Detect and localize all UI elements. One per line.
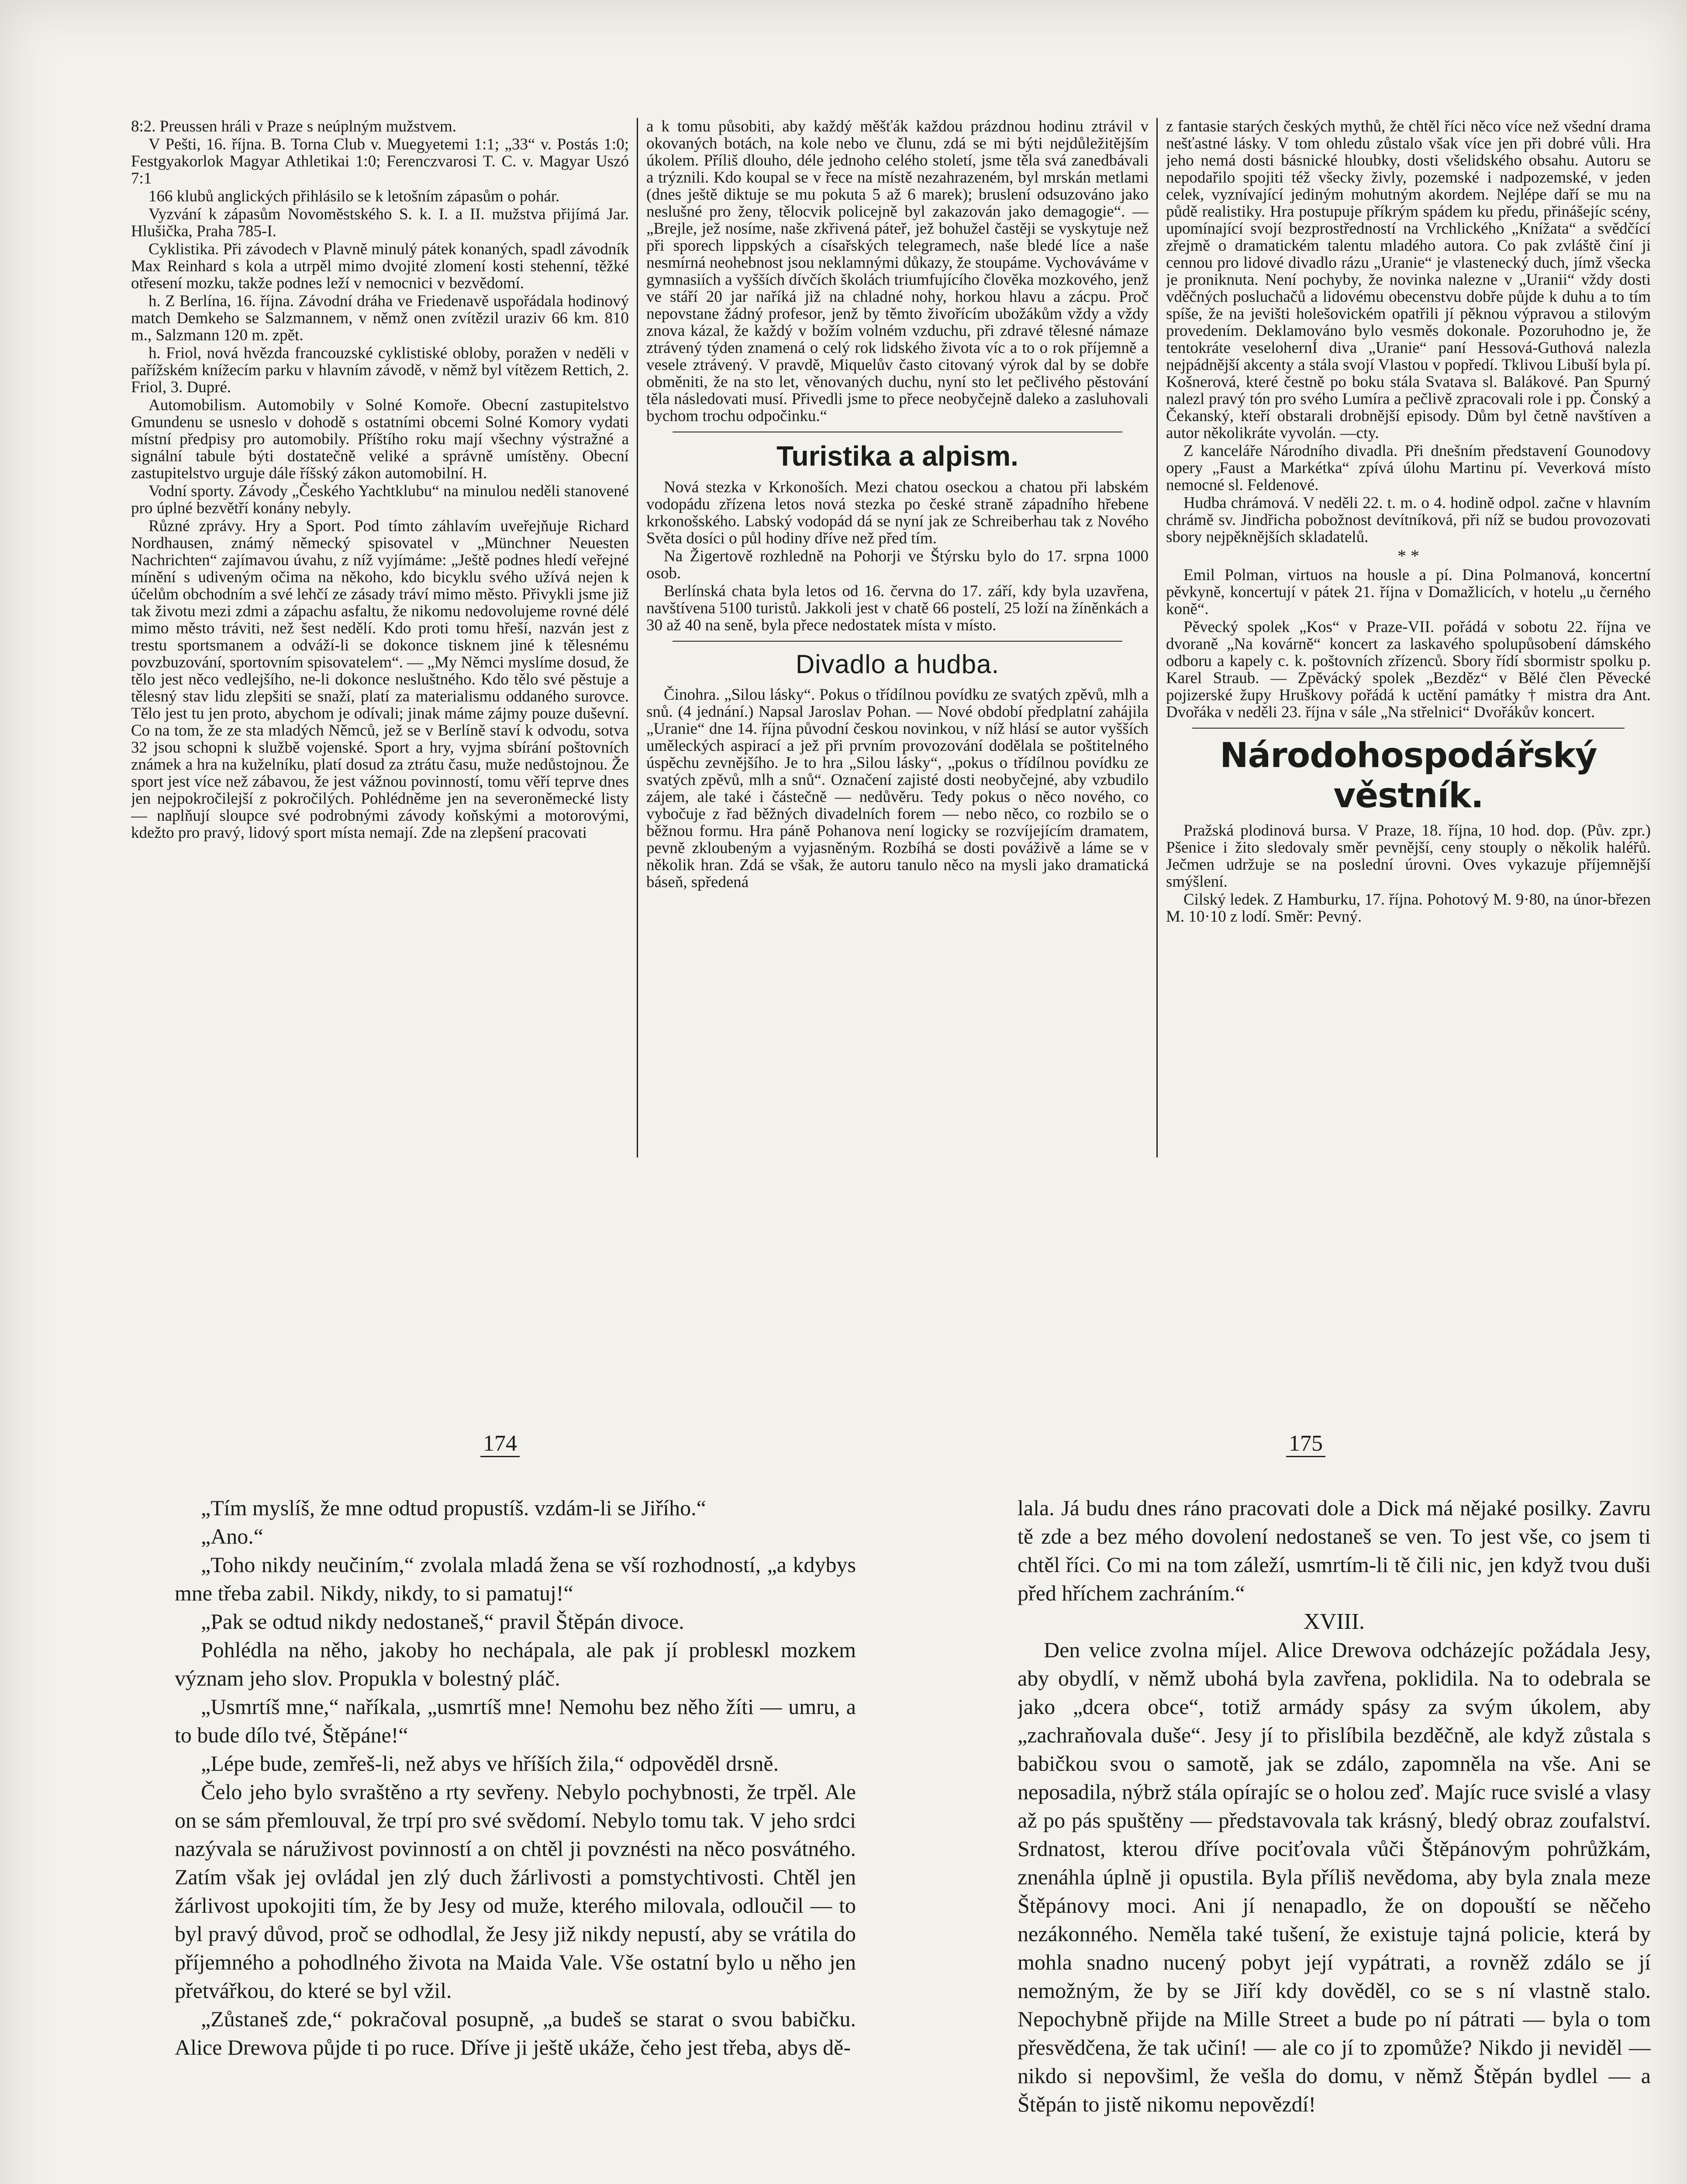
news-paragraph: Cyklistika. Při závodech v Plavně minulý pátek konaných, spadl závodník Max Reinhard s kola a utrpěl mimo dvojité zlomení kosti stehenní, těžké otřesení mozku, takže podnes leží v nemocnici v bezvědomí. <box>131 240 629 292</box>
news-paragraph: a k tomu působiti, aby každý měšťák každou prázdnou hodinu ztrávil v okovaných botách, na kole nebo ve člunu, zdá se mi býti nejdůležitějším úkolem. Příliš dlouho, déle jednoho celého století, jsme těla svá zanedbávali a trýznili. Kdo koupal se v řece na místě nezahrazeném, byl mrskán metlami (dnes ještě diktuje se mu pokuta 5 až 6 marek); bruslení odsuzováno jako neslušné pro ženy, tělocvik policejně byl zakazován jako demagogie“. — „Brejle, jež nosíme, naše zkřivená páteř, jež bohužel častěji se vyskytuje než při sporech lippských a císařských telegramech, naše bledé líce a naše nesmírná neohebnost jsou neklamnými důkazy, že stoupáme. Vychováváme v gymnasiích a vyšších dívčích školách triumfujícího člověka mozkového, jenž ve stáří 20 jar naříká již na chladné nohy, horkou hlavu a zácpu. Proč nepovstane žádný profesor, jenž by těmto živořícím ubožákům vždy a vždy znova kázal, že každý v božím volném vzduchu, při zdravé tělesné námaze ztrávený týden znamená o celý rok lidského života víc a to o rok příjemně a vesele ztrávený. V pravdě, Miquelův často citovaný výrok dal by se dobře obměniti, že na sto let, věnovaných duchu, nyní sto let pečlivého pěstování těla následovati musí. Přivedli jsme to přece neobyčejně daleko a zasluhovali bychom trochu odpočinku.“ <box>646 118 1149 425</box>
news-paragraph: Činohra. „Silou lásky“. Pokus o třídílnou povídku ze svatých zpěvů, mlh a snů. (4 jednání.) Napsal Jaroslav Pohan. — Nové období předplatní zahájila „Uranie“ dne 14. října původní českou novinkou, v níž hlásí se autor vyšších uměleckých aspirací a jež při prvním provozování dodělala se poštitelného úspěchu zevnějšího. Je to hra „Silou lásky“, „pokus o třídílnou povídku ze svatých zpěvů, mlh a snů“. Označení zajisté dosti neobyčejné, aby vzbudilo zájem, ale také i částečně — nedůvěru. Tedy pokus o něco nového, co vybočuje z řad běžných divadelních forem — nebo něco, co rozbilo se o běžnou formu. Hra páně Pohanova není logicky se rozvíjejícím dramatem, pevně zkloubeným a vyjasněným. Rozbíhá se dosti pováživě a láme se v několik hran. Zdá se však, že autoru tanulo něco na mysli jako dramatická báseň, spředená <box>646 686 1149 891</box>
book-page-right <box>1018 1494 1651 2184</box>
news-paragraph: 8:2. Preussen hráli v Praze s neúplným mužstvem. <box>131 118 457 135</box>
section-heading-divadlo: Divadlo a hudba. <box>795 650 1000 679</box>
book-paragraph: „Zůstaneš zde,“ pokračoval posupně, „a budeš se starat o svou babičku. Alice Drewova půjde ti po ruce. Dříve ji ještě ukáže, čeho jest třeba, abys dě- <box>175 2007 856 2060</box>
news-paragraph: Emil Polman, virtuos na housle a pí. Dina Polmanová, koncertní pěvkyně, koncertují v pátek 21. října v Domažlicích, v hotelu „u černého koně“. <box>1166 566 1651 618</box>
book-paragraph: lala. Já budu dnes ráno pracovati dole a Dick má nějaké posilky. Zavru tě zde a bez mého dovolení nedostaneš se ven. To jest vše, co jsem ti chtěl říci. Co mi na tom záleží, usmrtím-li tě čili nic, jen když tvou duši před hříchem zachráním.“ <box>1018 1496 1651 1605</box>
news-paragraph: Vyzvání k zápasům Novoměstského S. k. I. a II. mužstva přijímá Jar. Hlušička, Praha 785-I. <box>131 205 629 240</box>
book-paragraph: „Pak se odtud nikdy nedostaneš,“ pravil Štěpán divoce. <box>201 1609 684 1634</box>
news-paragraph: z fantasie starých českých mythů, že chtěl říci něco více než všední drama nešťastné lásky. V tom ohledu zůstalo však více jen při dobré vůli. Hra jeho nemá dosti básnické hloubky, dosti všelidského obsahu. Autoru se nepodařilo spojiti též všecky živly, pozemské i nadpozemské, v jeden celek, vyznívající jediným mohutným akordem. Nejlépe daří se mu na půdě realistiky. Hra postupuje příkrým spádem ku předu, přinášejíc scény, upomínající svojí bezprostředností na Vrchlického „Knížata“ a svědčící zřejmě o dramatickém talentu mladého autora. Co pak zvláště činí ji cennou pro lidové divadlo rázu „Uranie“ je vlastenecký duch, jímž všecka je proniknuta. Není pochyby, že novinka nalezne v „Uranii“ vždy dosti vděčných posluchačů a lidovému obecenstvu dobře půjde k duhu a to tím spíše, že na jevišti holešovickém opatřili jí pěknou výpravou a stilovým provedením. Deklamováno bylo vesměs dokonale. Pozoruhodno je, že tentokráte veselohernÍ diva „Uranie“ paní Hessová-Guthová nalezla nejpádnější akcenty a stála svojí Vlastou v popředí. Tklivou Libuší byla pí. Košnerová, které čestně po boku stála Svatava sl. Balákové. Pan Spurný nalezl pravý tón pro svého Lumíra a pečlivě zpracovali role i pp. Čonský a Čekanský, kteří obstarali drobnější episody. Dům byl četně navštíven a autor několikráte vyvolán. —cty. <box>1166 118 1651 442</box>
column-rule <box>1156 118 1158 1158</box>
news-paragraph: Automobilism. Automobily v Solné Komoře. Obecní zastupitelstvo Gmundenu se usneslo v dohodě s ostatními obcemi Solné Komory vydati místní předpisy pro automobily. Příštího roku mají všechny výstražné a signální tabule býti dostatečně veliké a správně umístěny. Obecní zastupitelstvo urguje dále říšský zákon automobilní. H. <box>131 396 629 482</box>
book-paragraph: Den velice zvolna míjel. Alice Drewova odcházejíc požádala Jesy, aby obydlí, v němž ubohá byla zavřena, poklidila. Na to odebrala se jako „dcera obce“, totiž armády spásy za svým úkolem, aby „zachraňovala duše“. Jesy jí to přislíbila bezděčně, ale když zůstala s babičkou svou o samotě, jak se zdálo, zapomněla na vše. Ani se neposadila, nýbrž stála opírajíc se o holou zeď. Majíc ruce svislé a vlasy až po pás spuštěny — představovala tak krásný, bledý obraz zoufalství. Srdnatost, kterou dříve pociťovala vůči Štěpánovým pohrůžkám, znenáhla úplně ji opustila. Byla příliš nevědoma, aby byla znala meze Štěpánovy moci. Ani jí nenapadlo, že on dopouští se něčeho nezákonného. Neměla také tušení, že existuje tajná policie, která by mohla snadno nucený pobyt její vypátrati, a rovněž zdálo se jí nemožným, že by se Jiří kdy dověděl, co se s ní vlastně stalo. Nepochybně přijde na Mille Street a bude po ní pátrati — byla o tom přesvědčena, že tak učiní! — ale co jí to zpomůže? Nikdo ji neviděl — nikdo si nepovšiml, že vešla do domu, v němž Štěpán bydlel — a Štěpán to jistě nikomu nepovězdí! <box>1018 1638 1651 2116</box>
book-paragraph: „Lépe bude, zemřeš-li, než abys ve hříších žila,“ odpověděl drsně. <box>201 1751 779 1776</box>
section-divider <box>673 641 1122 642</box>
separator-stars: * * <box>1397 546 1419 566</box>
page-number-left: 174 <box>480 1431 520 1456</box>
book-paragraph: „Tím myslíš, že mne odtud propustíš. vzdám-li se Jiřího.“ <box>201 1496 706 1520</box>
section-divider <box>1192 728 1625 729</box>
news-paragraph: Různé zprávy. Hry a Sport. Pod tímto záhlavím uveřejňuje Richard Nordhausen, známý německý spisovatel v „Münchner Neuesten Nachrichten“ zajímavou úvahu, z níž vyjímáme: „Ještě podnes hledí veřejné mínění s udiveným očima na někoho, kdo bicyklu svého užívá nejen k účelům obchodním a své lehčí ze zásady tráví mimo město. Přivykli jsme již tak životu mezi zdmi a zápachu asfaltu, že nikomu nedovolujeme rovné délé mimo město tráviti, než šest nedělí. Kdo proti tomu hřeší, nazván jest z trestu sportsmanem a odváží-li se dokonce tisknem jiné k tělesnému povzbuzování, sportovním spisovatelem“. — „My Němci myslíme dosud, že tělo jest něco vedlejšího, ne-li dokonce nesluštného. Kdo tělo své pěstuje a tělesný stav lidu zlepšiti se snaží, platí za materialismu oddaného surovce. Tělo jest tu jen proto, abychom je odívali; jinak máme zájmy pouze duševní. Co na tom, že ze sta mladých Němců, jež se v Berlíně staví k odvodu, sotva 32 jsou schopni k službě vojenské. Sport a hry, vyjma sbírání poštovních známek a hra na kuželníku, platí dosud za ztrátu času, muže nedůstojnou. Že sport jest více než zábavou, že jest vážnou povinností, tomu věří teprve dnes jen nejpokročilejší z pokročilých. Pohlédněme jen na severoněmecké listy — naplňují sloupce své podrobnými závody koňskými a motorovými, kdežto pro pravý, lidový sport místa nemají. Zde na zlepšení pracovati <box>131 517 629 842</box>
news-paragraph: Berlínská chata byla letos od 16. června do 17. září, kdy byla uzavřena, navštívena 5100 turistů. Jakkoli jest v chatě 66 postelí, 25 loží na žíněnkách a 30 až 40 na seně, byla přece nedostatek místa v místo. <box>646 582 1149 634</box>
chapter-heading: XVIII. <box>1303 1609 1365 1634</box>
news-paragraph: Hudba chrámová. V neděli 22. t. m. o 4. hodině odpol. začne v hlavním chrámě sv. Jindřicha pobožnost devítníková, při níž se budou provozovati sbory nejpěknějších skladatelů. <box>1166 494 1651 546</box>
news-paragraph: h. Friol, nová hvězda francouzské cyklistiské obloby, poražen v neděli v pařížském knížecím parku v hlavním závodě, v němž byl vítězem Rettich, 2. Friol, 3. Dupré. <box>131 344 629 396</box>
book-paragraph: „Toho nikdy neučiním,“ zvolala mladá žena se vší rozhodností, „a kdybys mne třeba zabil. Nikdy, nikdy, to si pamatuj!“ <box>175 1552 856 1605</box>
section-heading-turistika: Turistika a alpism. <box>776 440 1018 472</box>
book-paragraph: Pohlédla na něho, jakoby ho nechápala, ale pak jí problesкl mozkem význam jeho slov. Propukla v bolestný pláč. <box>175 1638 856 1690</box>
news-paragraph: Pěvecký spolek „Kos“ v Praze-VII. pořádá v sobotu 22. října ve dvoraně „Na kovárně“ koncert za laskavého spolupůsobení dámského odboru a kapely c. k. poštovních zřízenců. Sbory řídí sbormistr spolku p. Karel Straub. — Zpěvácký spolek „Bezděz“ v Bělé člen Pěvecké pojizerské župy Hruškovy pořádá k uctění památky † mistra dra Ant. Dvořáka v neděli 23. října v sále „Na střelnici“ Dvořákův koncert. <box>1166 618 1651 721</box>
book-page-left <box>175 1494 856 2184</box>
news-paragraph: Na Žigertově rozhledně na Pohorji ve Štýrsku bylo do 17. srpna 1000 osob. <box>646 547 1149 582</box>
book-paragraph: „Ano.“ <box>201 1524 263 1548</box>
news-paragraph: Cilský ledek. Z Hamburku, 17. října. Pohotový M. 9·80, na únor-březen M. 10·10 z lodí. Směr: Pevný. <box>1166 891 1651 926</box>
newspaper-column-1 <box>131 118 629 1385</box>
newspaper-column-3 <box>1166 118 1651 1385</box>
newspaper-clipping <box>131 118 1651 1385</box>
news-paragraph: 166 klubů anglických přihlásilo se k letošním zápasům o pohár. <box>148 187 560 205</box>
book-paragraph: Čelo jeho bylo svraštěno a rty sevřeny. Nebylo pochybnosti, že trpěl. Ale on se sám přemlouval, že trpí pro své svědomí. Nebylo tomu tak. V jeho srdci nazývala se náruživost povinností a on chtěl ji povznésti na něco posvátného. Zatím však jej ovládal jen zlý duch žárlivosti a pomstychtivosti. Chtěl jen žárlivost upokojiti tím, že by Jesy od muže, kterého milovala, odloučil — to byl pravý důvod, proč se odhodlal, že Jesy již nikdy nepustí, aby se vrátila do příjemného a pohodlného života na Maida Vale. Vše ostatní bylo u něho jen přetvářkou, do které se byl vžil. <box>175 1780 856 2003</box>
news-paragraph: Pražská plodinová bursa. V Praze, 18. října, 10 hod. dop. (Pův. zpr.) Pšenice i žito sledovaly směr pevnější, ceny stouply o několik haléřů. Ječmen udržuje se na poslední úrovni. Oves vykazuje příjemnější smýšlení. <box>1166 822 1651 891</box>
column-rule <box>637 118 638 1158</box>
news-paragraph: h. Z Berlína, 16. října. Závodní dráha ve Friedenavě uspořádala hodinový match Demkeho se Salzmannem, v němž onen zvítězil uraziv 66 km. 810 m., Salzmann 120 m. zpět. <box>131 292 629 344</box>
news-paragraph: Nová stezka v Krkonoších. Mezi chatou oseckou a chatou při labském vodopádu zřízena letos nová stezka po české straně západního hřebene krkonošského. Labský vodopád dá se nyní jak ze Schreiberhau tak z Nového Světa dosíci o půl hodiny dříve než před tím. <box>646 478 1149 547</box>
book-paragraph: „Usmrtíš mne,“ naříkala, „usmrtíš mne! Nemohu bez něho žíti — umru, a to bude dílo tvé, Štěpáne!“ <box>175 1694 856 1747</box>
section-heading-narodohospodarsky: Národohospodářský věstník. <box>1220 736 1597 816</box>
news-paragraph: Vodní sporty. Závody „Českého Yachtklubu“ na minulou neděli stanovené pro úplné bezvětří konány nebyly. <box>131 482 629 517</box>
news-paragraph: Z kanceláře Národního divadla. Při dnešním představení Gounodovy opery „Faust a Markétka“ zpívá úlohu Martinu pí. Veverková místo nemocné sl. Feldenové. <box>1166 442 1651 494</box>
newspaper-column-2 <box>646 118 1149 1385</box>
page-number-right: 175 <box>1286 1431 1325 1456</box>
news-paragraph: V Pešti, 16. října. B. Torna Club v. Muegyetemi 1:1; „33“ v. Postás 1:0; Festgyakorlok Magyar Athletikai 1:0; Ferenczvarosi T. C. v. Magyar Uszó 7:1 <box>131 135 629 187</box>
